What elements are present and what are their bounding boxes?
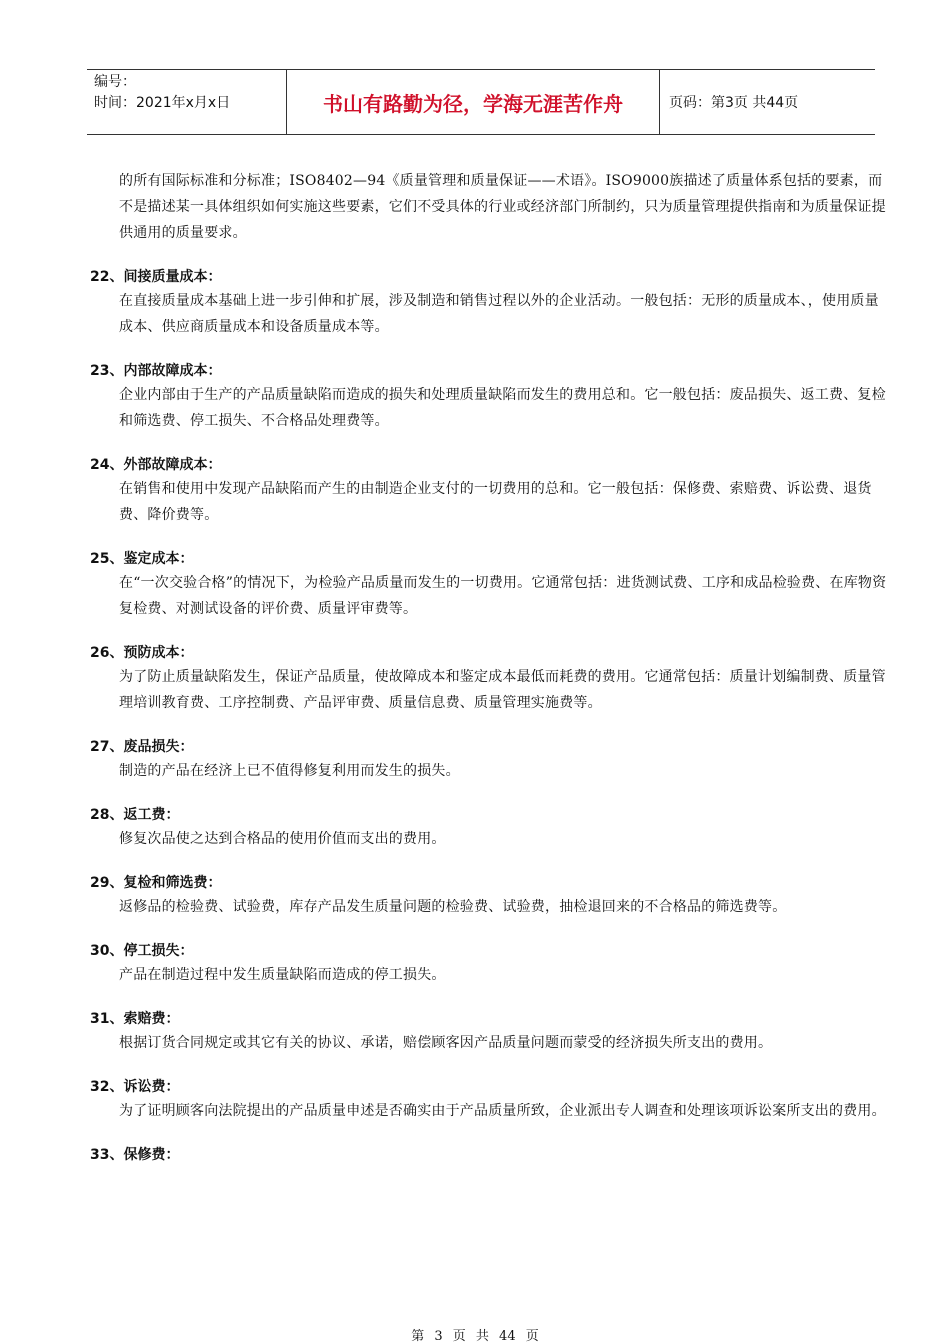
term-item [90, 266, 890, 340]
term-definition: 在销售和使用中发现产品缺陷而产生的由制造企业支付的一切费用的总和。它一般包括：保修费、索赔费、诉讼费、退货费、降价费等。 [119, 481, 872, 523]
term-item [90, 804, 890, 852]
header-page-info: 页码：第3页 共44页 [669, 95, 799, 111]
term-title: 29、复检和筛选费： [90, 875, 222, 891]
document-time: 时间：2021年x月x日 [94, 95, 231, 111]
header-meta [87, 70, 286, 134]
term-definition: 根据订货合同规定或其它有关的协议、承诺，赔偿顾客因产品质量问题而蒙受的经济损失所支出的费用。 [119, 1035, 773, 1051]
term-list [90, 266, 890, 1166]
term-item [90, 454, 890, 528]
term-item [90, 1076, 890, 1124]
page-footer: 第 3 页 共 44 页 [411, 1329, 539, 1344]
term-title: 32、诉讼费： [90, 1079, 180, 1095]
term-title: 24、外部故障成本： [90, 457, 222, 473]
term-definition: 为了证明顾客向法院提出的产品质量申述是否确实由于产品质量所致，企业派出专人调查和处理该项诉讼案所支出的费用。 [119, 1103, 886, 1119]
term-definition: 在直接质量成本基础上进一步引伸和扩展，涉及制造和销售过程以外的企业活动。一般包括：无形的质量成本、，使用质量成本、供应商质量成本和设备质量成本等。 [119, 293, 879, 335]
term-definition: 返修品的检验费、试验费，库存产品发生质量问题的检验费、试验费，抽检退回来的不合格品的筛选费等。 [119, 899, 787, 915]
term-definition: 产品在制造过程中发生质量缺陷而造成的停工损失。 [119, 967, 446, 983]
page-header [87, 69, 875, 135]
document-number-label: 编号： [94, 74, 136, 90]
term-item [90, 1008, 890, 1056]
term-definition: 为了防止质量缺陷发生，保证产品质量，使故障成本和鉴定成本最低而耗费的费用。它通常包括：质量计划编制费、质量管理培训教育费、工序控制费、产品评审费、质量信息费、质量管理实施费等。 [119, 669, 886, 711]
term-item [90, 940, 890, 988]
term-item [90, 872, 890, 920]
term-title: 33、保修费： [90, 1147, 180, 1163]
term-definition: 在“一次交验合格”的情况下，为检验产品质量而发生的一切费用。它通常包括：进货测试费、工序和成品检验费、在库物资复检费、对测试设备的评价费、质量评审费等。 [119, 575, 887, 617]
term-definition: 修复次品使之达到合格品的使用价值而支出的费用。 [119, 831, 446, 847]
intro-paragraph: 的所有国际标准和分标准；ISO8402—94《质量管理和质量保证——术语》。ISO9000族描述了质量体系包括的要素，而不是描述某一具体组织如何实施这些要素，它们不受具体的行业或经济部门所制约，只为质量管理提供指南和为质量保证提供通用的质量要求。 [119, 173, 886, 241]
term-item [90, 1144, 890, 1166]
term-item [90, 642, 890, 716]
term-title: 26、预防成本： [90, 645, 194, 661]
term-title: 25、鉴定成本： [90, 551, 194, 567]
term-item [90, 360, 890, 434]
term-definition: 企业内部由于生产的产品质量缺陷而造成的损失和处理质量缺陷而发生的费用总和。它一般包括：废品损失、返工费、复检和筛选费、停工损失、不合格品处理费等。 [119, 387, 886, 429]
term-item [90, 736, 890, 784]
term-definition: 制造的产品在经济上已不值得修复利用而发生的损失。 [119, 763, 460, 779]
term-item [90, 548, 890, 622]
term-title: 30、停工损失： [90, 943, 194, 959]
term-title: 22、间接质量成本： [90, 269, 222, 285]
term-title: 28、返工费： [90, 807, 180, 823]
header-slogan: 书山有路勤为径，学海无涯苦作舟 [286, 70, 660, 134]
term-title: 27、废品损失： [90, 739, 194, 755]
document-body [90, 168, 890, 1166]
term-title: 23、内部故障成本： [90, 363, 222, 379]
term-title: 31、索赔费： [90, 1011, 180, 1027]
